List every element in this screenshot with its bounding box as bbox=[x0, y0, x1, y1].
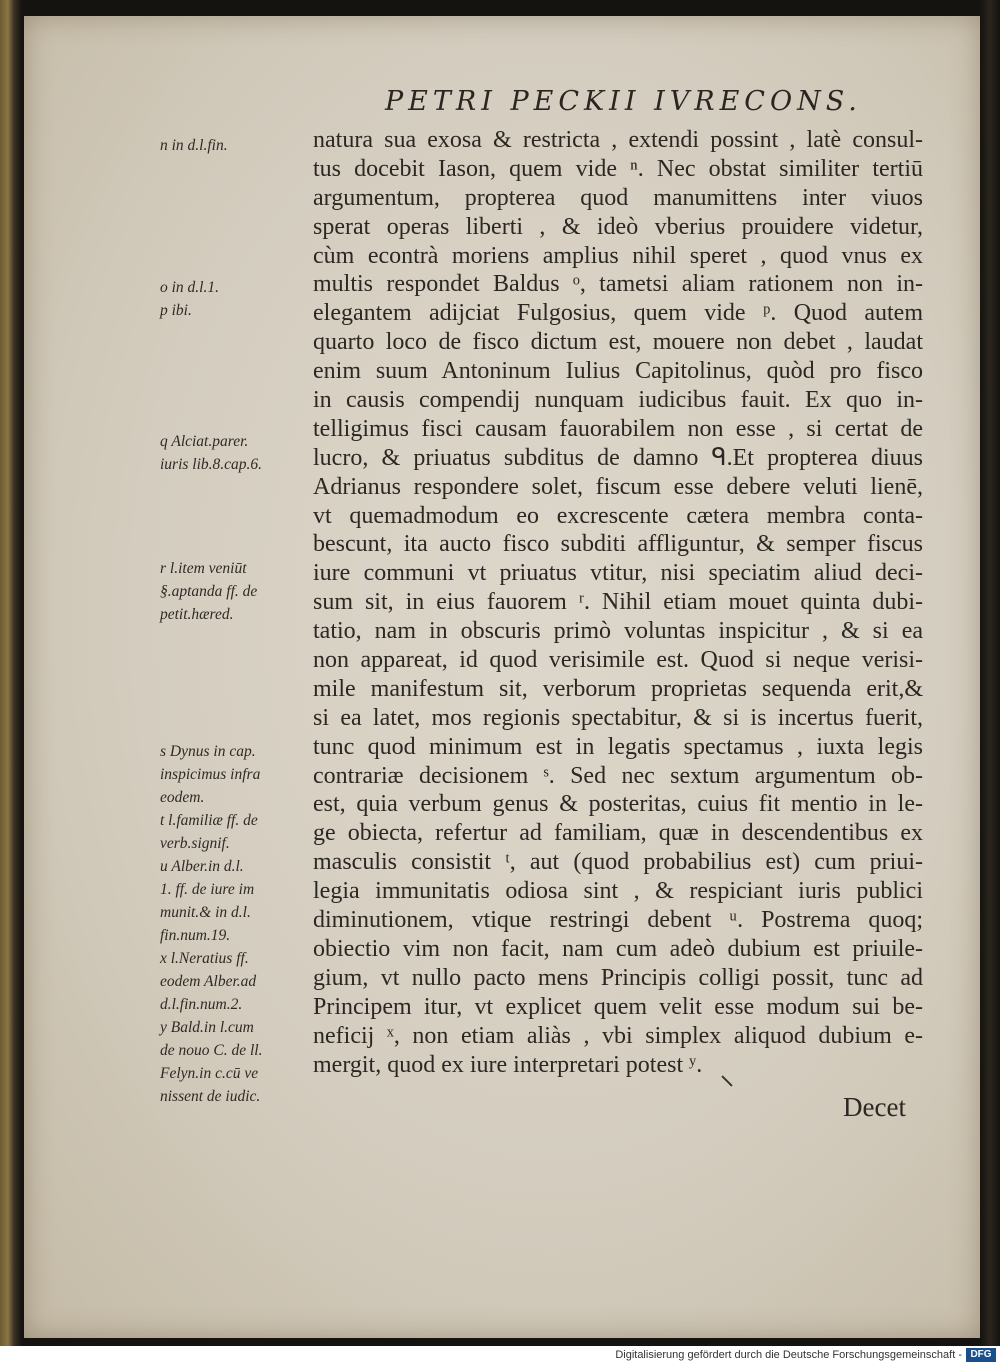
body-line: mile manifestum sit, verborum proprietas sequenda erit,& bbox=[313, 675, 923, 702]
note-line: Felyn.in c.cū ve bbox=[160, 1065, 259, 1082]
body-line: iure communi vt priuatus vtitur, nisi speciatim aliud deci- bbox=[313, 560, 923, 587]
note-line: petit.hæred. bbox=[160, 606, 234, 623]
catchword: Decet bbox=[843, 1092, 906, 1122]
marginal-note bbox=[160, 430, 310, 476]
note-line: de nouo C. de ll. bbox=[160, 1042, 263, 1059]
body-line: ge obiecta, refertur ad familiam, quæ in descendentibus ex bbox=[313, 820, 923, 847]
body-line: elegantem adijciat Fulgosius, quem vide ᵖ. Quod autem bbox=[313, 300, 923, 327]
body-line: multis respondet Baldus ᵒ, tametsi aliam rationem non in- bbox=[313, 271, 923, 298]
body-line: tunc quod minimum est in legatis spectamus , iuxta legis bbox=[313, 733, 923, 760]
body-line: si ea latet, mos regionis spectabitur, & si is incertus fuerit, bbox=[313, 704, 923, 731]
note-line: iuris lib.8.cap.6. bbox=[160, 456, 263, 473]
note-line: d.l.fin.num.2. bbox=[160, 996, 243, 1013]
body-line: bescunt, ita aucto fisco subditi affliguntur, & semper fiscus bbox=[313, 531, 923, 558]
note-line: munit.& in d.l. bbox=[160, 904, 251, 921]
body-line: tus docebit Iason, quem vide ⁿ. Nec obstat similiter tertiū bbox=[313, 155, 923, 182]
note-line: eodem Alber.ad bbox=[160, 973, 257, 990]
body-line: cùm econtrà moriens amplius nihil speret , quod vnus ex bbox=[313, 242, 923, 269]
note-line: verb.signif. bbox=[160, 835, 230, 852]
footer-bar bbox=[0, 1346, 1000, 1365]
body-line: Principem itur, vt explicet quem velit esse modum sui be- bbox=[313, 993, 923, 1020]
note-line: u Alber.in d.l. bbox=[160, 858, 244, 875]
note-line: inspicimus infra bbox=[160, 766, 261, 783]
note-line: fin.num.19. bbox=[160, 927, 231, 944]
marginal-note bbox=[160, 276, 310, 322]
note-line: §.aptanda ff. de bbox=[160, 583, 258, 600]
body-line: quarto loco de fisco dictum est, mouere non debet , laudat bbox=[313, 329, 923, 356]
body-line: obiectio vim non facit, nam cum adeò dubium est priuile- bbox=[313, 935, 923, 962]
running-header: PETRI PECKII IVRECONS. bbox=[385, 86, 862, 117]
funding-credit: Digitalisierung gefördert durch die Deutsche Forschungsgemeinschaft - bbox=[615, 1349, 962, 1361]
dfg-logo-icon: DFG bbox=[966, 1348, 996, 1362]
note-line: r l.item veniūt bbox=[160, 560, 247, 577]
note-line: 1. ff. de iure im bbox=[160, 881, 255, 898]
note-line: o in d.l.1. bbox=[160, 279, 219, 296]
marginal-note bbox=[160, 557, 310, 626]
body-text bbox=[313, 126, 923, 1079]
body-line: enim suum Antoninum Iulius Capitolinus, quòd pro fisco bbox=[313, 358, 923, 385]
note-line: t l.familiæ ff. de bbox=[160, 812, 258, 829]
note-line: x l.Neratius ff. bbox=[160, 950, 249, 967]
body-line: mergit, quod ex iure interpretari potest ʸ. bbox=[313, 1051, 703, 1078]
body-line: gium, vt nullo pacto mens Principis colligi possit, tunc ad bbox=[313, 964, 923, 991]
marginal-note bbox=[160, 740, 310, 1108]
body-line: telligimus fisci causam fauorabilem non esse , si certat de bbox=[313, 415, 923, 442]
note-line: s Dynus in cap. bbox=[160, 743, 256, 760]
note-line: eodem. bbox=[160, 789, 205, 806]
note-line: q Alciat.parer. bbox=[160, 433, 249, 450]
body-line: sperat operas liberti , & ideò vberius prouidere videtur, bbox=[313, 213, 923, 240]
body-line: diminutionem, vtique restringi debent ᵘ. Postrema quoq; bbox=[313, 907, 923, 934]
note-line: n in d.l.fin. bbox=[160, 137, 228, 154]
body-line: argumentum, propterea quod manumittens inter viuos bbox=[313, 184, 923, 211]
body-line: est, quia verbum genus & posteritas, cuius fit mentio in le- bbox=[313, 791, 923, 818]
body-line: sum sit, in eius fauorem ʳ. Nihil etiam mouet quinta dubi- bbox=[313, 589, 923, 616]
note-line: p ibi. bbox=[160, 302, 192, 319]
body-line: tatio, nam in obscuris primò voluntas inspicitur , & si ea bbox=[313, 618, 923, 645]
body-line: natura sua exosa & restricta , extendi possint , latè consul- bbox=[313, 127, 923, 153]
body-line: vt quemadmodum eo excrescente cætera membra conta- bbox=[313, 502, 923, 529]
body-line: legia immunitatis odiosa sint , & respiciant iuris publici bbox=[313, 878, 923, 905]
body-line: masculis consistit ᵗ, aut (quod probabilius est) cum priui- bbox=[313, 849, 923, 876]
note-line: nissent de iudic. bbox=[160, 1088, 261, 1105]
body-line: in causis compendij nunquam iudicibus fauit. Ex quo in- bbox=[313, 387, 923, 414]
marginal-note bbox=[160, 134, 310, 157]
body-line: contrariæ decisionem ˢ. Sed nec sextum argumentum ob- bbox=[313, 762, 923, 789]
body-line: non appareat, id quod verisimile est. Quod si neque verisi- bbox=[313, 647, 923, 674]
note-line: y Bald.in l.cum bbox=[160, 1019, 254, 1036]
body-line: Adrianus respondere solet, fiscum esse debere veluti lienē, bbox=[313, 473, 923, 500]
body-line: lucro, & priuatus subditus de damno ᑫ.Et propterea diuus bbox=[313, 444, 923, 471]
body-line: neficij ˣ, non etiam aliàs , vbi simplex aliquod dubium e- bbox=[313, 1022, 923, 1049]
